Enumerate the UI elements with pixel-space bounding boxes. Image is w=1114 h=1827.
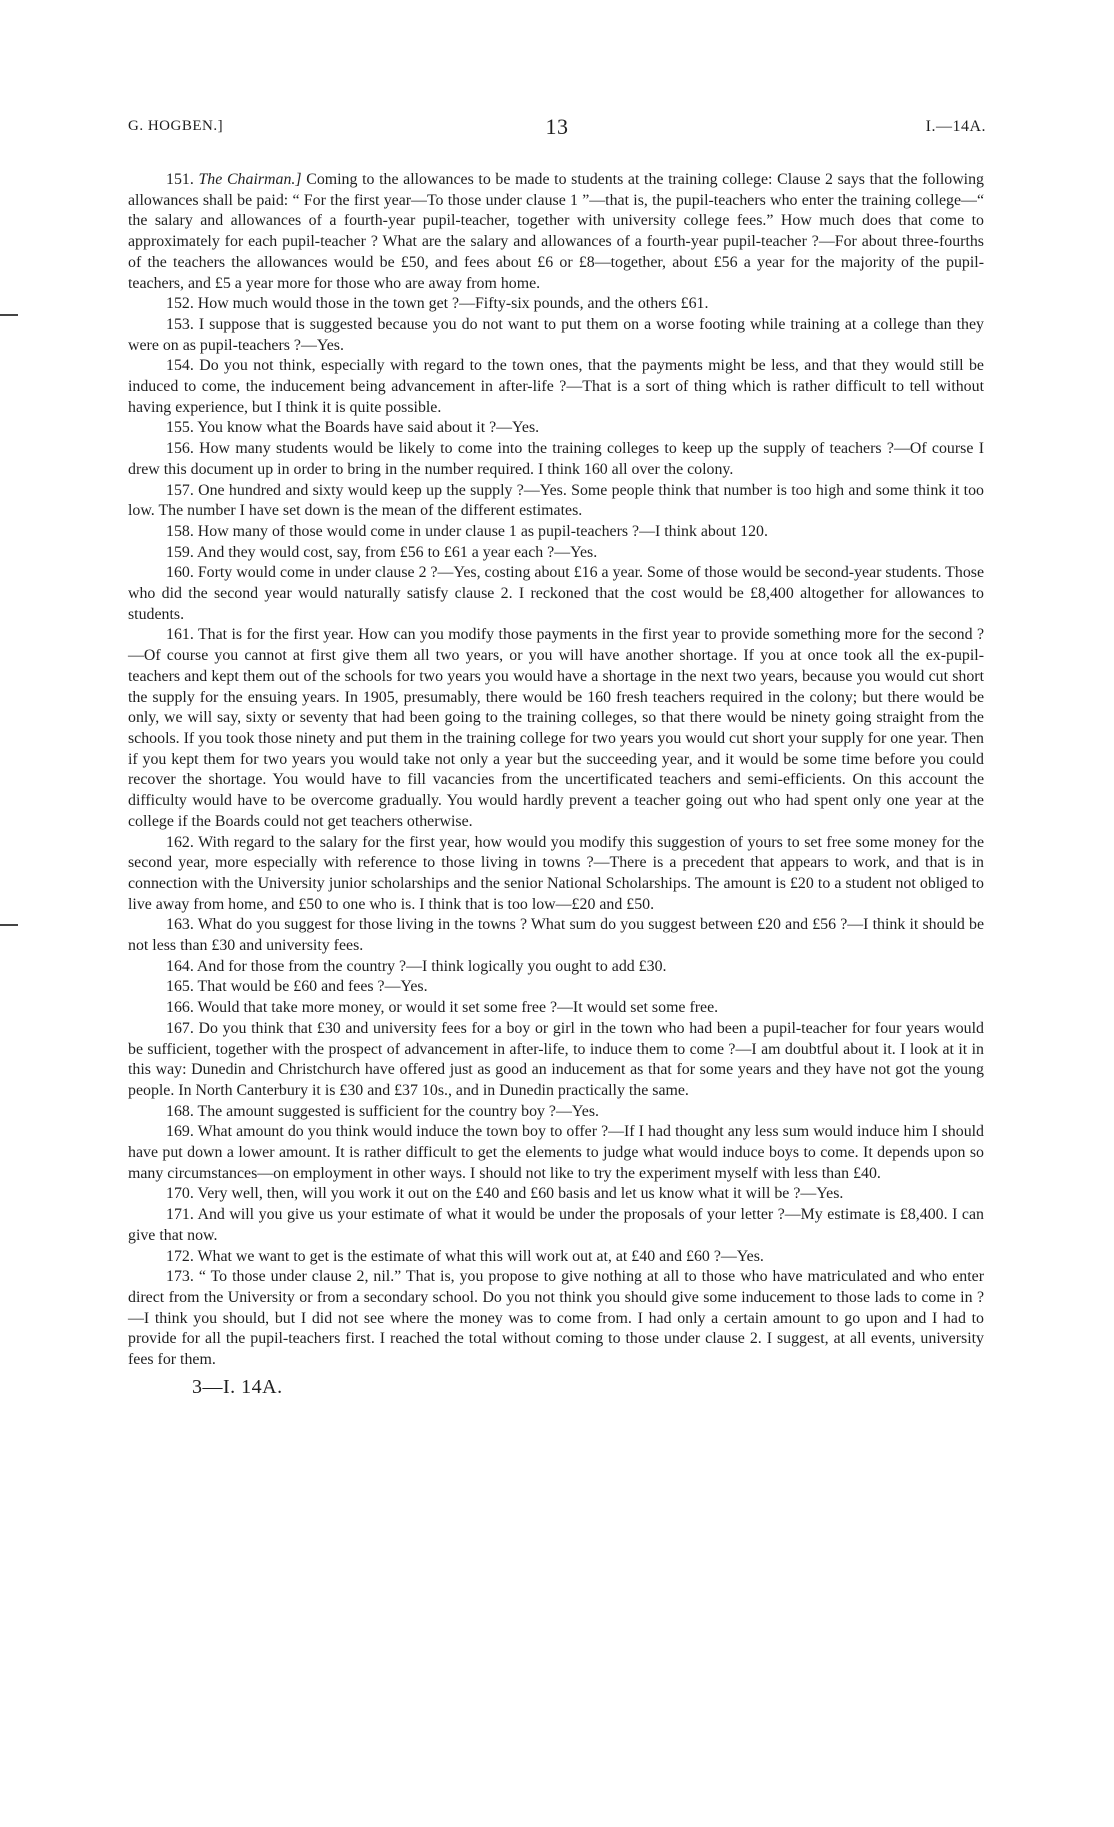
question-text: What amount do you think would induce the town boy to offer ?—If I had thought any less sum would induce him I should have put down a lower amount. It is rather difficult to get the elements to judge what would induce boys to come. It depends upon so many circumstances—on employment in other ways. I should not like to try the experiment myself with less than £40. [128, 1123, 984, 1182]
question-number: 164. [166, 957, 194, 975]
question-number: 158. [166, 522, 194, 540]
question-text: What do you suggest for those living in the towns ? What sum do you suggest between £20 and £56 ?—I think it should be not less than £30 and university fees. [128, 916, 984, 955]
question-text: That would be £60 and fees ?—Yes. [197, 978, 428, 996]
signature-mark: 3—I. 14A. [192, 1375, 283, 1398]
question-text: I suppose that is suggested because you do not want to put them on a worse footing while training at a college than they were on as pupil-teachers ?—Yes. [128, 315, 984, 354]
question-number: 166. [166, 999, 194, 1017]
page-header [128, 114, 986, 142]
question-number: 172. [166, 1247, 194, 1265]
question-paragraph [128, 833, 984, 916]
question-text: One hundred and sixty would keep up the supply ?—Yes. Some people think that number is too high and some think it too low. The number I have set down is the mean of the different estimates. [128, 481, 984, 520]
question-number: 152. [166, 295, 194, 313]
question-paragraph [128, 625, 984, 832]
paper-reference: I.—14A. [925, 118, 986, 135]
question-text: And for those from the country ?—I think logically you ought to add £30. [196, 957, 667, 975]
question-number: 162. [166, 833, 194, 851]
question-number: 155. [166, 419, 194, 437]
question-text: That is for the first year. How can you modify those payments in the first year to provide something more for the second ?—Of course you cannot at first give them all two years, or you will have another shortage. If you at once took all the ex-pupil-teachers and kept them out of the schools for two years you would have a shortage in the next two years, because you would cut short the supply for the ensuing years. In 1905, presumably, there would be 160 fresh teachers required in the colony; but there would be only, we will say, sixty or seventy that had been going to the training colleges, so that there would be ninety going straight from the schools. If you took those ninety and put them in the training college for two years you would cut short your supply for one year. Then if you kept them for two years you would take not only a year but the succeeding year, and it would be some time before you could recover the shortage. You would have to fill vacancies from the uncertificated teachers and semi-efficients. On this account the difficulty would have to be overcome gradually. You would hardly prevent a teacher going out who had spent only one year at the college if the Boards could not get teachers otherwise. [128, 626, 985, 830]
question-text: How many of those would come in under clause 1 as pupil-teachers ?—I think about 120. [197, 522, 768, 540]
question-paragraph [128, 356, 984, 418]
question-text: With regard to the salary for the first year, how would you modify this suggestion of yours to set free some money for the second year, more especially with reference to those living in towns ?—There is a precedent that appears to work, and that is in connection with the University junior scholarships and the senior National Scholarships. The amount is £20 to a student not obliged to live away from home, and £50 to one who is. I think that is too low—£20 and £50. [128, 833, 984, 913]
question-paragraph [128, 543, 984, 564]
question-number: 153. [166, 315, 194, 333]
question-number: 173. [166, 1268, 194, 1286]
page-number: 13 [545, 114, 569, 139]
question-number: 161. [166, 626, 194, 644]
question-number: 171. [166, 1206, 194, 1224]
question-paragraph [128, 977, 984, 998]
speaker-label: The Chairman.] [198, 171, 302, 188]
question-text: You know what the Boards have said about it ?—Yes. [197, 419, 540, 437]
question-number: 169. [166, 1123, 194, 1141]
question-paragraph [128, 1247, 984, 1268]
question-text: What we want to get is the estimate of what this will work out at, at £40 and £60 ?—Yes. [197, 1247, 764, 1265]
question-paragraph [128, 418, 984, 439]
question-text: Forty would come in under clause 2 ?—Yes, costing about £16 a year. Some of those would be second-year students. Those who did the second year would naturally satisfy clause 2. I reckoned that the cost would be £8,400 altogether for allowances to students. [128, 564, 984, 623]
margin-mark [0, 924, 18, 926]
question-number: 170. [166, 1185, 194, 1203]
question-paragraph [128, 1019, 984, 1102]
question-text: Do you think that £30 and university fees for a boy or girl in the town who had been a pupil-teacher for four years would be sufficient, together with the prospect of advancement in after-life, to induce them to come ?—I am doubtful about it. I look at it in this way: Dunedin and Christchurch have offered just as good an inducement as that for some years and they have not got the young people. In North Canterbury it is £30 and £37 10s., and in Dunedin practically the same. [128, 1019, 984, 1099]
question-paragraph [128, 957, 984, 978]
question-text: Coming to the allowances to be made to students at the training college: Clause 2 says that the following allowances shall be paid: “ For the first year—To those under clause 1 ”—that is, the pupil-teachers who enter the training college—“ the salary and allowances of a fourth-year pupil-teacher, together with university college fees.” How much does that come to approximately for each pupil-teacher ? What are the salary and allowances of a fourth-year pupil-teacher ?—For about three-fourths of the teachers the allowances would be £50, and fees about £6 or £8—together, about £56 a year for the majority of the pupil-teachers, and £5 a year more for those who are away from home. [128, 171, 984, 292]
question-number: 165. [166, 978, 194, 996]
question-paragraph [128, 294, 984, 315]
question-paragraph [128, 1267, 984, 1371]
question-number: 168. [166, 1102, 194, 1120]
question-number: 160. [166, 564, 194, 582]
question-paragraph [128, 563, 984, 625]
header-witness: G. HOGBEN.] [128, 118, 224, 134]
question-text: How much would those in the town get ?—Fifty-six pounds, and the others £61. [197, 295, 709, 313]
question-paragraph [128, 1205, 984, 1246]
question-number: 159. [166, 543, 194, 561]
question-paragraph [128, 998, 984, 1019]
question-paragraph [128, 439, 984, 480]
question-text: Would that take more money, or would it set some free ?—It would set some free. [197, 999, 719, 1017]
document-body [128, 170, 984, 1397]
question-paragraph [128, 1102, 984, 1123]
question-text: And they would cost, say, from £56 to £61 a year each ?—Yes. [196, 543, 598, 561]
question-number: 167. [166, 1019, 194, 1037]
question-paragraph [128, 1184, 984, 1205]
question-text: The amount suggested is sufficient for the country boy ?—Yes. [197, 1102, 599, 1120]
question-number: 156. [166, 440, 194, 458]
question-text: How many students would be likely to come into the training colleges to keep up the supply of teachers ?—Of course I drew this document up in order to bring in the number required. I think 160 all over the colony. [128, 440, 984, 478]
question-paragraph [128, 481, 984, 522]
question-text: Very well, then, will you work it out on the £40 and £60 basis and let us know what it will be ?—Yes. [197, 1185, 844, 1203]
question-paragraph [128, 522, 984, 543]
question-text: “ To those under clause 2, nil.” That is, you propose to give nothing at all to those who have matriculated and who enter direct from the University or from a secondary school. Do you not think you should give some inducement to those lads to come in ?—I think you should, but I did not see where the money was to come from. I had only a certain amount to go upon and I had to provide for all the pupil-teachers first. I reached the total without coming to those under clause 2. I suggest, at all events, university fees for them. [128, 1268, 984, 1369]
minutes-of-evidence [128, 170, 984, 1371]
margin-mark [0, 314, 18, 316]
question-paragraph [128, 915, 984, 956]
question-paragraph [128, 170, 984, 294]
question-number: 157. [166, 481, 194, 499]
question-number: 163. [166, 916, 194, 934]
question-paragraph [128, 315, 984, 356]
question-number: 154. [166, 357, 194, 375]
question-text: And will you give us your estimate of what it would be under the proposals of your letter ?—My estimate is £8,400. I can give that now. [128, 1206, 984, 1244]
question-paragraph [128, 1122, 984, 1184]
question-number: 151. [166, 171, 194, 188]
question-text: Do you not think, especially with regard to the town ones, that the payments might be less, and that they would still be induced to come, the inducement being advancement in after-life ?—That is a sort of thing which is rather difficult to tell without having experience, but I think it is quite possible. [128, 357, 984, 416]
